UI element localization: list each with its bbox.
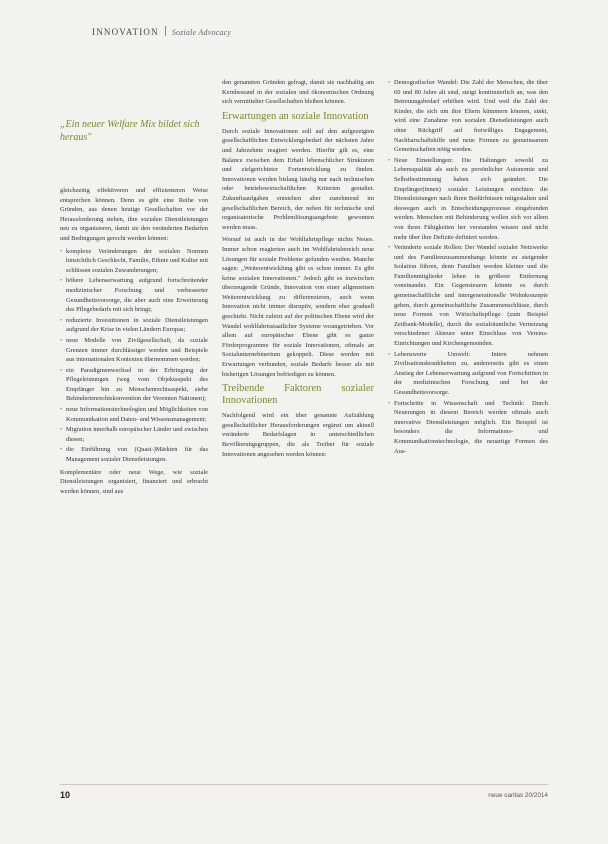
col1-bullet-list bbox=[60, 247, 208, 465]
list-item: • Fortschritte in Wissenschaft und Technik: Durch Neuerungen in diesem Bereich werden oftmals auch innovative Dienstleistungen möglich. Ein Beispiel ist besonders die Informations- und Kommunikationstechnologie, die neuartige Formen des Aus- bbox=[388, 399, 548, 457]
list-item: • reduzierte Investitionen in soziale Dienstleistungen aufgrund der Krise in vielen Ländern Europas; bbox=[60, 316, 208, 335]
publication-info: neue caritas 20/2014 bbox=[488, 792, 548, 799]
column-1 bbox=[60, 186, 208, 499]
col2-paragraph: Worauf ist auch in der Wohlfahrtspflege nichts Neues. Immer schon reagierten auch im Wohlfahrtsbereich neue Lösungen für soziale Probleme gefunden werden. Manche sagen: „Weiterentwicklung gibt es schon immer. Es gibt keine sozialen Innovationen." Jedoch gibt es inzwischen überzeugende Gründe, Innovation von einer allgemeinen Weiterentwicklung zu differenzieren, auch wenn Innovation nicht immer disruptiv, sondern eher graduell geschieht. Nicht zuletzt auf der politischen Ebene wird der Wandel wohlfahrtsstaatlicher Systeme vorangetrieben. Vor allem auf europäischer Ebene gibt es ganze Förderprogramme für soziale Innovationen, oftmals an Sozialunternehmertum gekoppelt. Diese werden mit Erwartungen verbunden, soziale Bedarfe besser als mit bisherigen Lösungen befriedigen zu können. bbox=[222, 236, 374, 378]
section-heading-drivers: Treibende Faktoren sozialer Innovationen bbox=[222, 383, 374, 407]
column-2 bbox=[222, 78, 374, 462]
header-divider bbox=[165, 26, 166, 36]
footer-rule bbox=[60, 784, 548, 785]
col2-paragraph: Nachfolgend wird ein über genannte Aufzählung gesellschaftlicher Herausforderungen ergänzt um aktuell veränderte Bedarfslagen in unterschiedlichen Bevölkerungsgruppen, die als Treiber für soziale Innovationen angesehen werden können: bbox=[222, 412, 374, 458]
col2-paragraph: Durch soziale Innovationen soll auf den aufgezeigten gesellschaftlichen Entwicklungsbedarf der nächsten Jahre und Jahrzehnte reagiert werden. Hierfür gilt es, eine Balance zwischen dem Erhalt lebenschlicher Strukturen und zielgerichteter Fortentwicklung zu finden. Innovationen werden bislang häufig nur nach technischen oder betriebswirtschaftlichen Kriterien gestaltet. Zukunftsaufgaben entstehen aber zunehmend im gesellschaftlichen Bereich, der neben für technische und organisatorische Problemlösungsangebote gewonnen werden muss. bbox=[222, 127, 374, 231]
pull-quote: „Ein neuer Welfare Mix bildet sich heraus" bbox=[60, 119, 200, 143]
col1-intro: gleichzeitig effektiveren und effizienteren Weise entsprechen können. Denn es gibt eine Reihe von Gründen, aus denen heutige Gesellschaften vor der Herausforderung stehen, ihre sozialen Dienstleistungen neu zu organisieren, damit sie den veränderten Bedarfen und Bedingungen gerecht werden können: bbox=[60, 187, 208, 242]
subsection-title: Soziale Advocacy bbox=[171, 28, 232, 37]
column-3 bbox=[388, 78, 548, 459]
col1-outro: Komplementäre oder neue Wege, wie soziale Dienstleistungen organisiert, finanziert und erbracht werden können, sind aus bbox=[60, 468, 208, 495]
list-item: • ein Paradigmenwechsel in der Erbringung der Pflegeleistungen (weg vom Objektaspekt des Empfänger hin zu Menschenrechtsaspekt, siehe Behindertenrechtskonvention der Vereinten Nationen); bbox=[60, 366, 208, 404]
list-item: • Migration innerhalb europäischer Länder und zwischen diesen; bbox=[60, 425, 208, 444]
list-item: • Lebenswerte Umwelt: Intern nehmen Zivilisationskrankheiten zu, andererseits gibt es einen Anstieg der Lebenserwartung aufgrund von Fortschritten in der medizinischen Forschung und bei der Gesundheitsvorsorge. bbox=[388, 350, 548, 398]
list-item: • komplexe Veränderungen der sozialen Normen hinsichtlich Geschlecht, Familie, Ethnie und Kultur mit schlüssen sozialen Zuwanderungen; bbox=[60, 247, 208, 276]
list-item: • neue Informationstechnologien und Möglichkeiten von Kommunikation und Daten- und Wissensmanagement; bbox=[60, 405, 208, 424]
section-title: INNOVATION bbox=[92, 27, 159, 37]
list-item: • Veränderte soziale Rollen: Der Wandel sozialer Netzwerke und des Familienzusammenhangs könnte zu steigender Isolation führen, denn Familien werden kleiner und die Familienmitglieder leben in größerer Entfernung voneinander. Ein Gegensteuern könnte es durch gemeinschaftliche und intergenerationelle Wohnkonzepte geben, durch gemeinschaftliche Zusammenschlüsse, durch neue Formen von Wirtschaftspflege (zum Beispiel Zeitbank-Modelle), durch die sozialräumliche Vernetzung verschiedener Akteure unter Einschluss von Vereins-Einrichtungen und Kirchengemeinden. bbox=[388, 243, 548, 349]
col3-bullet-list bbox=[388, 78, 548, 456]
list-item: • Demografischer Wandel: Die Zahl der Menschen, die über 60 und 80 Jahre alt sind, steigt kontinuierlich an, was den Betreuungsbedarf erhöhen wird. Und weil die Zahl der Kinder, die sich um ihre Eltern kümmern können, sinkt, wird eine Zunahme von sozialen Dienstleistungen auch ohne Rückgriff auf freiwilliges Engagement, Nachbarschaftshilfe und neue Formen zu gemeinsamen Gemeinschaften nötig werden. bbox=[388, 78, 548, 155]
list-item: • höhere Lebenserwartung aufgrund fortschreitender medizinischer Forschung und verbesserter Gesundheitsvorsorge, die aber auch eine Erweiterung des Pflegebedarfs mit sich bringt; bbox=[60, 276, 208, 314]
list-item: • Neue Einstellungen: Die Haltungen sowohl zu Lebensqualität als auch zu persönlicher Autonomie und Selbstbestimmung haben sich geändert. Die Empfänger(innen) sozialer Leistungen möchten die Dienstleistungen nach ihren Bedürfnissen mitgestalten und deswegen auch in Entscheidungsprozesse eingebunden werden. Menschen mit Behinderung wollen sich vor allem von ihren Fähigkeiten her verstanden wissen und nicht mehr über ihre Defizite definiert werden. bbox=[388, 156, 548, 242]
list-item: • die Einführung von (Quasi-)Märkten für das Management sozialer Dienstleistungen. bbox=[60, 445, 208, 464]
col2-intro: den genannten Gründen gefragt, damit sie nachhaltig am Kernbestand in der sozialen und ökonomischen Ordnung sich vermittelter Gesellschaften bleiben können. bbox=[222, 79, 374, 106]
page-number: 10 bbox=[60, 790, 71, 800]
section-heading-expectations: Erwartungen an soziale Innovation bbox=[222, 110, 369, 122]
list-item: • neue Modelle von Zivilgesellschaft, da soziale Grenzen immer durchlässiger werden und Beispiele aus internationalen Kontexten übernommen werden; bbox=[60, 336, 208, 365]
running-header bbox=[92, 26, 231, 37]
